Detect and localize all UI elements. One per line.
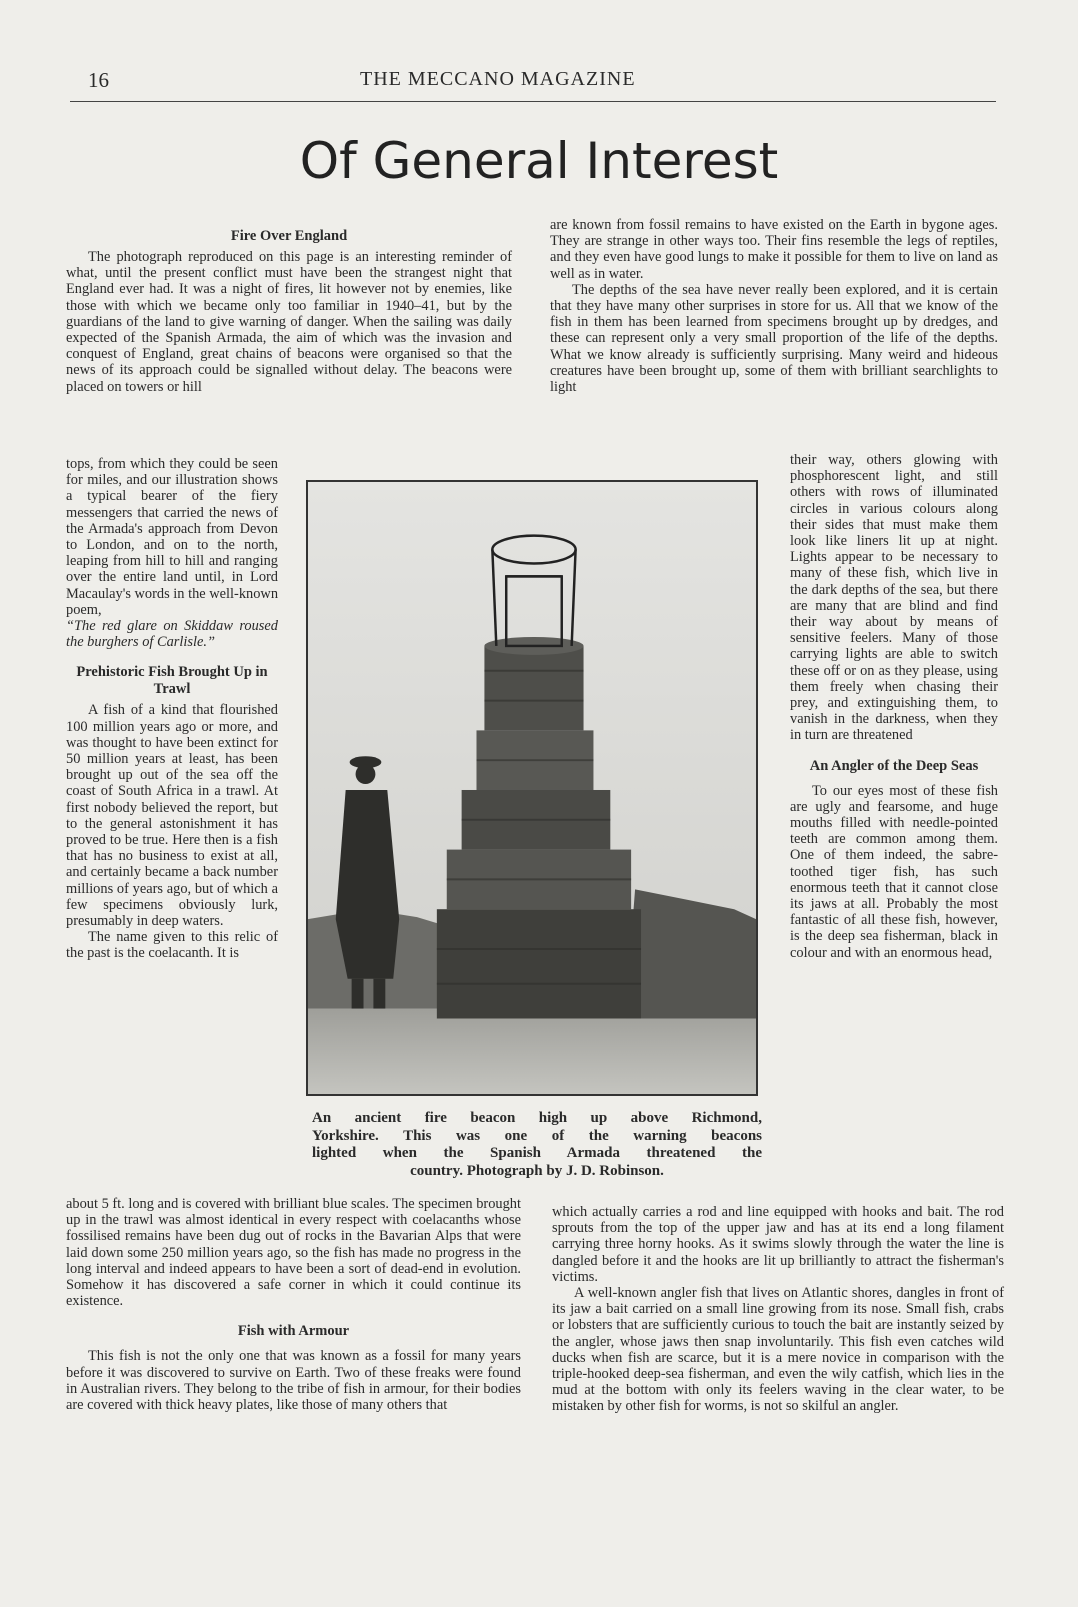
left-bottom-column	[66, 1196, 521, 1413]
paragraph-continued: their way, others glowing with phosphorescent light, and still others with rows of illuminated circles in various colours along their sides that must make them look like liners lit up at night. Lights appear to be necessary to many of these fish, which live in the dark depths of the sea, but there are many that are blind and find their way about by means of sensitive feelers. Many of those carrying lights are able to switch these off or on as they please, using them freely when chasing their prey, and extinguishing them, to vanish in the darkness, when they in turn are threatened	[790, 452, 998, 744]
heading-fish-with-armour: Fish with Armour	[237, 1323, 350, 1340]
right-bottom-column	[552, 1204, 1004, 1415]
caption-line: An ancient fire beacon high up above Richmond,	[312, 1110, 762, 1126]
caption-line: Yorkshire. This was one of the warning beacons	[312, 1127, 762, 1144]
paragraph-continued: are known from fossil remains to have existed on the Earth in bygone ages. They are strange in other ways too. Their fins resemble the legs of reptiles, and they even have good lungs to make it possible for them to live on land as well as in water.	[550, 217, 998, 282]
heading-prehistoric-fish: Prehistoric Fish Brought Up in Trawl	[76, 664, 268, 698]
paragraph: The name given to this relic of the past is the coelacanth. It is	[66, 929, 278, 962]
paragraph-continued: tops, from which they could be seen for miles, and our illustration shows a typical bearer of the fiery messengers that carried the news of the Armada's approach from Devon to London, and on to the north, leaping from hill to hill and ranging over the entire land until, in Lord Macaulay's words in the well-known poem,	[66, 456, 279, 618]
article-fire-over-england	[66, 228, 512, 395]
heading-angler-of-deep-seas: An Angler of the Deep Seas	[809, 757, 979, 774]
paragraph-continued: about 5 ft. long and is covered with brilliant blue scales. The specimen brought up in the trawl was almost identical in every respect with coelacanths whose fossilised remains have been dug out of rocks in the Bavarian Alps that were laid down some 250 million years ago, so the fish has made no progress in the long interval and indeed appears to have been a sort of dead-end in evolution. Somehow it has discovered a safe corner in which it could continue its existence.	[66, 1196, 521, 1310]
page-number: 16	[88, 68, 109, 92]
paragraph: To our eyes most of these fish are ugly and fearsome, and huge mouths filled with needle-pointed teeth are common among them. One of them indeed, the sabre-toothed tiger fish, has such enormous teeth that it cannot close its jaws at all. Probably the most fantastic of all these fish, however, is the deep sea fisherman, black in colour and with an enormous head,	[790, 782, 998, 961]
caption-line: lighted when the Spanish Armada threatened the	[312, 1145, 762, 1161]
paragraph: This fish is not the only one that was known as a fossil for many years before it was discovered to survive on Earth. Two of these freaks were found in Australian rivers. They belong to the tribe of fish in armour, for their bodies are covered with thick heavy plates, like those of many others that	[66, 1348, 521, 1414]
right-top-column	[550, 217, 998, 395]
beacon-photograph	[306, 480, 758, 1096]
quote: “The red glare on Skiddaw roused the burghers of Carlisle.”	[66, 618, 278, 651]
photo-caption	[312, 1110, 762, 1180]
paragraph: A well-known angler fish that lives on Atlantic shores, dangles in front of its jaw a bait carried on a small line growing from its nose. Small fish, crabs or lobsters that are sufficiently curious to touch the bait are instantly seized by the angler, whose jaws then snap involuntarily. This fish even catches wild ducks when fish are scarce, but it is a mere novice in comparison with the triple-hooked deep-sea fisherman, and even the wily catfish, which lies in the mud at the bottom with only its feelers waving in the clear water, to be mistaken by other fish for worms, is not so skilful an angler.	[552, 1285, 1004, 1415]
left-narrow-column	[66, 456, 278, 962]
right-narrow-column	[790, 452, 998, 961]
main-heading: Of General Interest	[299, 132, 779, 190]
header-rule	[70, 101, 996, 102]
paragraph-continued: which actually carries a rod and line equipped with hooks and bait. The rod sprouts from the top of the upper jaw and has at its end a long filament carrying three horny hooks. As it swims slowly through the water the line is dangled before it and the hooks are lit up brilliantly to attract the fisherman's victims.	[552, 1204, 1004, 1285]
magazine-title: THE MECCANO MAGAZINE	[360, 68, 636, 90]
beacon-illustration	[308, 482, 756, 1094]
paragraph: The photograph reproduced on this page is an interesting reminder of what, until the present conflict must have been the strangest night that England ever had. It was a night of fires, lit however not by enemies, like those with which we became only too familiar in 1940–41, but by the guardians of the land to give warning of danger. When the sailing was daily expected of the Spanish Armada, the aim of which was the invasion and conquest of England, great chains of beacons were organised so that the news of its approach could be signalled without delay. The beacons were placed on towers or hill	[66, 249, 512, 395]
paragraph: The depths of the sea have never really been explored, and it is certain that they have many other surprises in store for us. All that we know of the fish in them has been learned from specimens brought up by dredges, and these can represent only a very small proportion of the life of the depths. What we know already is sufficiently surprising. Many weird and hideous creatures have been brought up, some of them with brilliant searchlights to light	[550, 281, 998, 396]
paragraph: A fish of a kind that flourished 100 million years ago or more, and was thought to have been extinct for 50 million years at least, has been brought up out of the sea off the coast of South Africa in a trawl. At first nobody believed the report, but to the general astonishment it has proved to be true. Here then is a fish that has no business to exist at all, and certainly became a back number millions of years ago, but of which a few specimens obviously lurk, presumably in deep waters.	[66, 702, 278, 930]
caption-line: country. Photograph by J. D. Robinson.	[410, 1162, 664, 1179]
heading-fire-over-england: Fire Over England	[230, 228, 348, 244]
